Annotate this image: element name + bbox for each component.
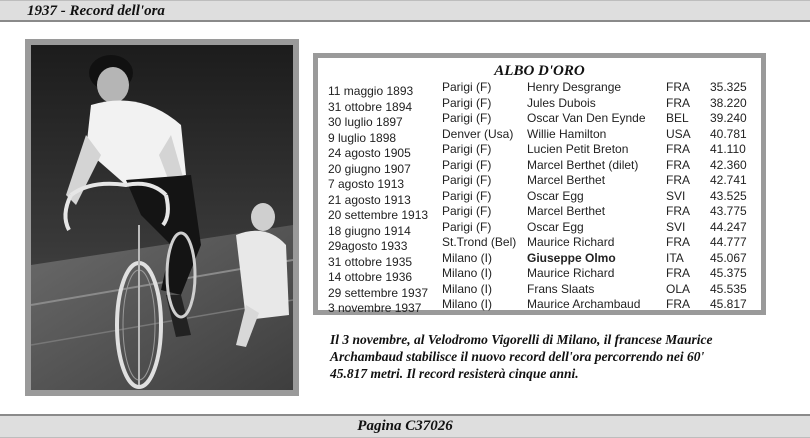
record-nation: FRA — [666, 157, 690, 172]
table-row — [318, 111, 761, 127]
table-row — [318, 251, 761, 267]
record-rider: Henry Desgrange — [527, 80, 622, 94]
record-nation: SVI — [666, 219, 686, 234]
record-city: Parigi (F) — [442, 188, 492, 203]
record-distance: 43.775 — [710, 204, 747, 218]
record-distance: 44.777 — [710, 235, 747, 249]
page-number: Pagina C37026 — [357, 418, 453, 434]
record-rider: Marcel Berthet — [527, 204, 606, 218]
record-nation: ITA — [666, 250, 684, 265]
record-distance: 45.067 — [710, 250, 747, 265]
record-date: 29 settembre 1937 — [328, 285, 429, 300]
table-row — [318, 96, 761, 112]
record-nation: FRA — [666, 204, 690, 218]
record-city: Parigi (F) — [442, 173, 492, 187]
record-rider: Oscar Egg — [527, 188, 584, 203]
record-distance: 40.781 — [710, 126, 747, 141]
record-rider: Maurice Richard — [527, 235, 615, 249]
record-date: 31 ottobre 1894 — [328, 99, 413, 114]
record-city: Parigi (F) — [442, 111, 492, 125]
header-bar — [0, 0, 810, 22]
record-caption — [330, 331, 770, 382]
albo-heading: ALBO D'ORO — [494, 63, 585, 79]
table-row — [318, 266, 761, 282]
records-table — [318, 80, 761, 313]
record-distance: 35.325 — [710, 80, 747, 94]
record-city: Parigi (F) — [442, 204, 492, 218]
table-row — [318, 173, 761, 189]
record-nation: USA — [666, 126, 691, 141]
table-row — [318, 158, 761, 174]
albo-doro-panel — [313, 53, 766, 315]
record-rider: Maurice Archambaud — [527, 297, 641, 311]
record-rider: Jules Dubois — [527, 95, 596, 110]
record-distance: 45.535 — [710, 281, 747, 296]
record-nation: FRA — [666, 297, 690, 311]
record-rider: Willie Hamilton — [527, 126, 607, 141]
record-distance: 45.375 — [710, 266, 747, 280]
page-title: 1937 - Record dell'ora — [27, 3, 165, 19]
record-distance: 39.240 — [710, 111, 747, 125]
record-city: Parigi (F) — [442, 219, 492, 234]
record-date: 30 luglio 1897 — [328, 115, 403, 129]
record-rider: Oscar Van Den Eynde — [527, 111, 646, 125]
record-distance: 41.110 — [710, 142, 746, 156]
caption-line: Il 3 novembre, al Velodromo Vigorelli di Milano, il francese Maurice — [330, 332, 713, 347]
record-nation: OLA — [666, 281, 691, 296]
record-date: 31 ottobre 1935 — [328, 254, 413, 269]
record-rider: Marcel Berthet — [527, 173, 606, 187]
record-nation: FRA — [666, 142, 690, 156]
record-distance: 43.525 — [710, 188, 747, 203]
record-city: Parigi (F) — [442, 95, 492, 110]
table-row — [318, 282, 761, 298]
caption-line: 45.817 metri. Il record resisterà cinque anni. — [330, 366, 579, 381]
record-distance: 42.741 — [710, 173, 747, 187]
record-rider: Maurice Richard — [527, 266, 615, 280]
record-rider: Frans Slaats — [527, 281, 595, 296]
record-nation: BEL — [666, 111, 689, 125]
record-city: Parigi (F) — [442, 157, 492, 172]
record-distance: 45.817 — [710, 297, 747, 311]
record-nation: FRA — [666, 80, 690, 94]
table-row — [318, 297, 761, 313]
record-rider: Marcel Berthet (dilet) — [527, 157, 639, 172]
record-date: 11 maggio 1893 — [328, 84, 414, 98]
record-city: Milano (I) — [442, 281, 493, 296]
record-date: 14 ottobre 1936 — [328, 270, 413, 284]
record-city: Denver (Usa) — [442, 126, 514, 141]
record-date: 21 agosto 1913 — [328, 192, 411, 207]
record-distance: 42.360 — [710, 157, 747, 172]
record-date: 3 novembre 1937 — [328, 301, 422, 315]
record-date: 20 settembre 1913 — [328, 208, 429, 222]
cyclist-illustration — [31, 45, 293, 390]
record-rider: Oscar Egg — [527, 219, 584, 234]
record-nation: FRA — [666, 266, 690, 280]
table-row — [318, 204, 761, 220]
footer-bar — [0, 414, 810, 438]
record-rider: Giuseppe Olmo — [527, 250, 616, 265]
table-row — [318, 142, 761, 158]
table-row — [318, 235, 761, 251]
record-nation: FRA — [666, 95, 690, 110]
record-city: Milano (I) — [442, 297, 493, 311]
record-distance: 38.220 — [710, 95, 747, 110]
record-date: 24 agosto 1905 — [328, 146, 411, 160]
record-date: 29agosto 1933 — [328, 239, 408, 253]
record-city: Milano (I) — [442, 250, 493, 265]
record-nation: FRA — [666, 235, 690, 249]
table-row — [318, 189, 761, 205]
table-row — [318, 127, 761, 143]
record-date: 18 giugno 1914 — [328, 223, 411, 238]
record-city: St.Trond (Bel) — [442, 235, 517, 249]
record-distance: 44.247 — [710, 219, 747, 234]
table-row — [318, 220, 761, 236]
record-city: Parigi (F) — [442, 142, 492, 156]
record-city: Parigi (F) — [442, 80, 492, 94]
record-nation: FRA — [666, 173, 690, 187]
record-date: 7 agosto 1913 — [328, 177, 405, 191]
caption-line: Archambaud stabilisce il nuovo record dell'ora percorrendo nei 60' — [330, 349, 705, 364]
record-date: 9 luglio 1898 — [328, 130, 397, 145]
record-rider: Lucien Petit Breton — [527, 142, 629, 156]
record-nation: SVI — [666, 188, 686, 203]
record-city: Milano (I) — [442, 266, 493, 280]
record-date: 20 giugno 1907 — [328, 161, 411, 176]
table-row — [318, 80, 761, 96]
cyclist-photo — [25, 39, 299, 396]
